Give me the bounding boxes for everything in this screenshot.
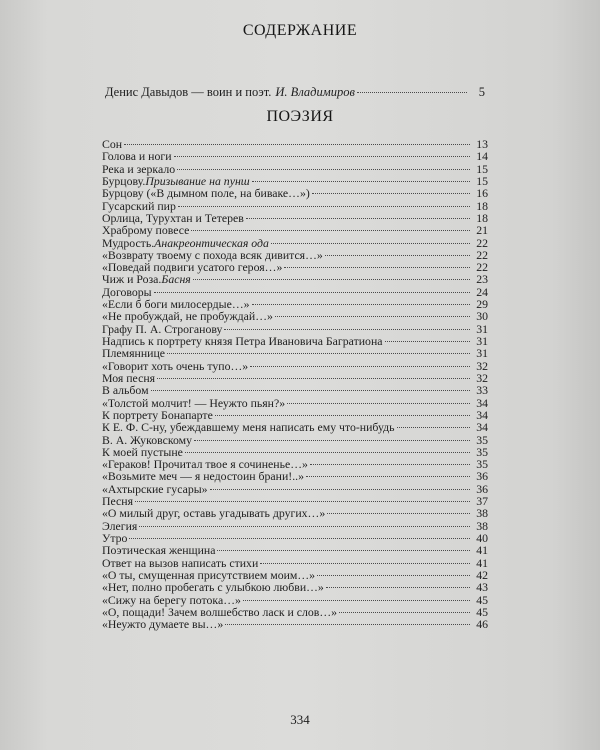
dot-leader bbox=[129, 538, 470, 539]
toc-entry-title: Река и зеркало bbox=[102, 161, 176, 176]
toc-entry-title: «О, пощади! Зачем волшебство ласк и слов…» bbox=[102, 604, 338, 619]
toc-entry-title: «Возьмите меч — я недостоин брани!..» bbox=[102, 469, 305, 484]
toc-entries bbox=[102, 138, 488, 631]
toc-entry-page: 21 bbox=[476, 223, 488, 238]
toc-entry-page: 30 bbox=[476, 309, 488, 324]
dot-leader bbox=[194, 440, 470, 441]
toc-entry-title: Моя песня bbox=[102, 370, 156, 385]
toc-entry-title: «О ты, смущенная присутствием моим…» bbox=[102, 567, 316, 582]
toc-entry-title: Договоры bbox=[102, 284, 152, 299]
toc-entry-page: 37 bbox=[476, 494, 488, 509]
toc-entry-page: 35 bbox=[476, 444, 488, 459]
toc-entry-title: Бурцову. bbox=[102, 173, 146, 188]
page-number: 334 bbox=[290, 712, 310, 727]
dot-leader bbox=[310, 464, 470, 465]
toc-entry[interactable] bbox=[102, 520, 488, 532]
dot-leader bbox=[326, 587, 470, 588]
dot-leader bbox=[178, 206, 470, 207]
dot-leader bbox=[357, 92, 467, 93]
toc-entry-page: 34 bbox=[476, 407, 488, 422]
toc-entry-title: Надпись к портрету князя Петра Ивановича Багратиона bbox=[102, 334, 383, 348]
toc-entry-page: 38 bbox=[476, 518, 488, 533]
intro-page: 5 bbox=[478, 85, 485, 99]
dot-leader bbox=[250, 366, 470, 367]
toc-entry-title: «Сижу на берегу потока…» bbox=[102, 592, 241, 607]
intro-author: И. Владимиров bbox=[275, 85, 355, 99]
toc-entry-title: «Возврату твоему с похода всяк дивится…» bbox=[102, 247, 323, 262]
dot-leader bbox=[174, 156, 470, 157]
toc-entry-title: «Неужто думаете вы…» bbox=[102, 617, 224, 632]
dot-leader bbox=[224, 329, 470, 330]
toc-entry[interactable] bbox=[102, 273, 488, 285]
toc-entry-page: 23 bbox=[476, 272, 488, 287]
toc-entry[interactable] bbox=[102, 470, 488, 482]
dot-leader bbox=[225, 624, 470, 625]
toc-entry[interactable] bbox=[102, 483, 488, 495]
toc-entry-page: 34 bbox=[476, 395, 488, 410]
toc-entry-subtitle: Анакреонтическая ода bbox=[154, 235, 269, 250]
dot-leader bbox=[246, 218, 470, 219]
toc-entry-page: 40 bbox=[476, 531, 488, 545]
toc-entry-title: «О милый друг, оставь угадывать других…» bbox=[102, 506, 326, 521]
dot-leader bbox=[243, 600, 470, 601]
dot-leader bbox=[177, 169, 470, 170]
contents-heading: СОДЕРЖАНИЕ bbox=[242, 22, 358, 39]
toc-entry-page: 15 bbox=[476, 161, 488, 176]
toc-entry-page: 24 bbox=[476, 284, 488, 299]
dot-leader bbox=[339, 612, 470, 613]
toc-entry-page: 29 bbox=[476, 297, 488, 312]
dot-leader bbox=[312, 193, 470, 194]
toc-entry-title: В. А. Жуковскому bbox=[102, 432, 193, 447]
dot-leader bbox=[167, 353, 470, 354]
dot-leader bbox=[210, 489, 470, 490]
toc-entry[interactable] bbox=[102, 187, 488, 199]
toc-entry-title: «Ахтырские гусары» bbox=[102, 481, 208, 496]
dot-leader bbox=[385, 341, 471, 342]
toc-entry-page: 31 bbox=[476, 346, 488, 361]
dot-leader bbox=[260, 563, 470, 564]
toc-entry-page: 38 bbox=[476, 506, 488, 521]
toc-entry-page: 22 bbox=[476, 247, 488, 262]
dot-leader bbox=[397, 427, 470, 428]
dot-leader bbox=[139, 526, 470, 527]
toc-entry[interactable] bbox=[102, 372, 488, 384]
dot-leader bbox=[252, 304, 470, 305]
toc-entry[interactable] bbox=[102, 384, 488, 396]
toc-entry-title: Мудрость. bbox=[102, 235, 155, 250]
toc-entry-page: 22 bbox=[476, 235, 488, 250]
toc-entry-page: 34 bbox=[476, 420, 488, 435]
toc-entry[interactable] bbox=[102, 618, 488, 630]
dot-leader bbox=[317, 575, 470, 576]
toc-entry-title: Сон bbox=[102, 137, 123, 151]
dot-leader bbox=[306, 476, 470, 477]
toc-entry-page: 41 bbox=[476, 543, 488, 558]
toc-entry-page: 14 bbox=[476, 149, 488, 164]
toc-entry-title: «Гераков! Прочитал твое я сочиненье…» bbox=[102, 457, 308, 472]
toc-entry-page: 31 bbox=[476, 334, 488, 348]
dot-leader bbox=[191, 230, 470, 231]
toc-entry[interactable] bbox=[102, 544, 488, 556]
toc-entry[interactable] bbox=[102, 434, 488, 446]
toc-entry-title: Чиж и Роза. bbox=[102, 272, 162, 287]
toc-entry-page: 22 bbox=[476, 260, 488, 275]
dot-leader bbox=[185, 452, 470, 453]
toc-entry[interactable] bbox=[102, 360, 488, 372]
dot-leader bbox=[135, 501, 470, 502]
toc-entry-title: Песня bbox=[102, 494, 134, 509]
toc-entry-page: 16 bbox=[476, 186, 488, 201]
toc-entry-page: 32 bbox=[476, 358, 488, 373]
toc-entry-page: 33 bbox=[476, 383, 488, 398]
toc-entry[interactable] bbox=[102, 237, 488, 249]
toc-entry-title: Гусарский пир bbox=[102, 198, 176, 213]
toc-entry-title: Голова и ноги bbox=[102, 149, 172, 164]
bleed-through-text bbox=[360, 40, 560, 53]
toc-entry-page: 18 bbox=[476, 198, 488, 213]
toc-entry[interactable] bbox=[102, 421, 488, 433]
toc-entry-title: Элегия bbox=[102, 518, 138, 533]
toc-entry-page: 42 bbox=[476, 567, 488, 582]
toc-entry-title: «Если б боги милосердые…» bbox=[102, 297, 250, 312]
toc-entry-subtitle: Басня bbox=[161, 272, 191, 287]
dot-leader bbox=[284, 267, 470, 268]
dot-leader bbox=[271, 243, 470, 244]
toc-entry-page: 36 bbox=[476, 469, 488, 484]
toc-entry-title: К портрету Бонапарте bbox=[102, 407, 213, 422]
dot-leader bbox=[275, 316, 470, 317]
toc-entry-page: 35 bbox=[476, 457, 488, 472]
dot-leader bbox=[325, 255, 470, 256]
toc-entry-page: 36 bbox=[476, 481, 488, 496]
dot-leader bbox=[151, 390, 470, 391]
toc-entry-title: «Нет, полно пробегать с улыбкою любви…» bbox=[102, 580, 324, 595]
intro-title: Денис Давыдов — воин и поэт. bbox=[105, 85, 272, 99]
toc-entry-title: В альбом bbox=[102, 383, 149, 398]
toc-entry-title: Поэтическая женщина bbox=[102, 543, 216, 558]
toc-entry[interactable] bbox=[102, 581, 488, 593]
toc-entry-title: Храброму повесе bbox=[102, 223, 190, 238]
dot-leader bbox=[217, 550, 470, 551]
toc-entry[interactable] bbox=[102, 347, 488, 359]
toc-entry-title: К моей пустыне bbox=[102, 444, 183, 459]
dot-leader bbox=[327, 513, 470, 514]
toc-entry-title: Племяннице bbox=[102, 346, 166, 361]
dot-leader bbox=[157, 378, 470, 379]
toc-entry[interactable] bbox=[102, 224, 488, 236]
toc-entry-title: «Толстой молчит! — Неужто пьян?» bbox=[102, 395, 286, 410]
toc-entry-title: «Не пробуждай, не пробуждай…» bbox=[102, 309, 273, 324]
toc-entry-page: 46 bbox=[476, 617, 488, 632]
dot-leader bbox=[124, 144, 470, 145]
toc-entry[interactable] bbox=[102, 507, 488, 519]
toc-entry-page: 18 bbox=[476, 210, 488, 225]
toc-entry-title: К Е. Ф. С-ну, убеждавшему меня написать ему что-нибудь bbox=[102, 420, 395, 435]
toc-entry-title: Утро bbox=[102, 531, 128, 545]
toc-entry-title: «Поведай подвиги усатого героя…» bbox=[102, 260, 283, 275]
toc-entry-title: Ответ на вызов написать стихи bbox=[102, 555, 259, 570]
toc-entry[interactable] bbox=[102, 150, 488, 162]
toc-entry-title: Графу П. А. Строганову bbox=[102, 321, 223, 336]
toc-entry-page: 31 bbox=[476, 321, 488, 336]
toc-entry-page: 41 bbox=[476, 555, 488, 570]
dot-leader bbox=[193, 279, 470, 280]
dot-leader bbox=[287, 403, 470, 404]
toc-entry-title: Бурцову («В дымном поле, на биваке…») bbox=[102, 186, 310, 201]
toc-entry-page: 45 bbox=[476, 604, 488, 619]
toc-entry-page: 15 bbox=[476, 173, 488, 188]
toc-entry-page: 35 bbox=[476, 432, 488, 447]
poetry-section-heading: ПОЭЗИЯ bbox=[266, 108, 334, 125]
intro-entry[interactable] bbox=[105, 85, 485, 100]
toc-entry-page: 43 bbox=[476, 580, 488, 595]
toc-entry-title: Орлица, Турухтан и Тетерев bbox=[102, 210, 244, 225]
toc-entry-page: 45 bbox=[476, 592, 488, 607]
toc-entry-subtitle: Призывание на пунш bbox=[145, 173, 250, 188]
toc-entry[interactable] bbox=[102, 310, 488, 322]
toc-entry-page: 13 bbox=[476, 137, 488, 151]
toc-entry-title: «Говорит хоть очень тупо…» bbox=[102, 358, 249, 373]
dot-leader bbox=[252, 181, 470, 182]
dot-leader bbox=[154, 292, 470, 293]
toc-entry-page: 32 bbox=[476, 370, 488, 385]
dot-leader bbox=[215, 415, 470, 416]
